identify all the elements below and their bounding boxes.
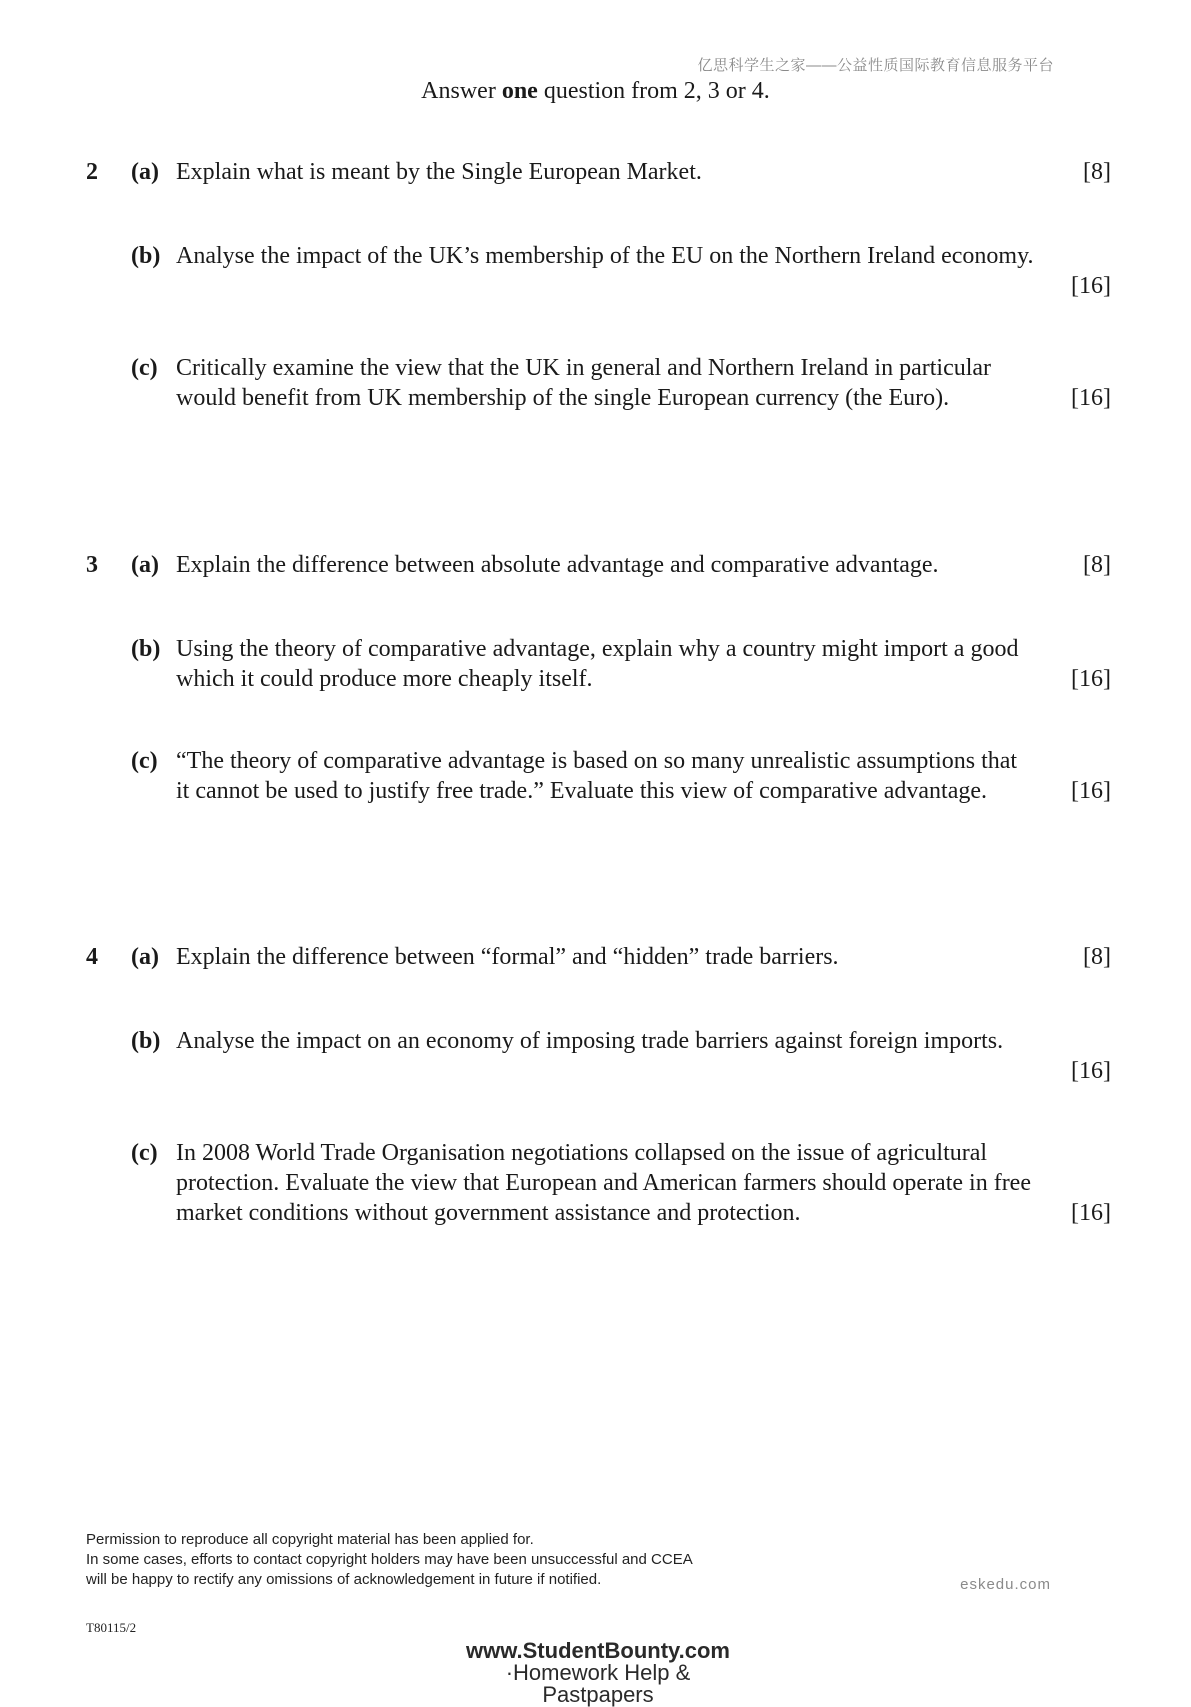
paper-code: T80115/2 — [86, 1620, 137, 1635]
part-label: (b) — [131, 1028, 161, 1054]
part-text: which it could produce more cheaply itself. — [176, 666, 593, 692]
logo-tagline: ·Homework Help & Pastpapers — [505, 1660, 691, 1707]
part-label: (c) — [131, 1140, 158, 1166]
part-label: (b) — [131, 243, 161, 269]
part-text: Explain what is meant by the Single European Market. — [176, 159, 702, 185]
part-text: Explain the difference between “formal” and “hidden” trade barriers. — [176, 944, 839, 970]
part-label: (b) — [131, 636, 161, 662]
marks: [16] — [1071, 666, 1111, 692]
part-text: Analyse the impact on an economy of imposing trade barriers against foreign imports. — [176, 1028, 1004, 1054]
question-number: 3 — [86, 552, 98, 578]
page-watermark: 亿思科学生之家——公益性质国际教育信息服务平台 — [697, 57, 1054, 74]
question-4 — [86, 942, 1111, 1272]
part-label: (a) — [131, 159, 159, 185]
marks: [16] — [1071, 778, 1111, 804]
marks: [16] — [1071, 273, 1111, 299]
part-label: (c) — [131, 355, 158, 381]
part-text: Using the theory of comparative advantage, explain why a country might import a good — [176, 636, 1019, 662]
marks: [8] — [1083, 159, 1111, 185]
instruction-suffix: question from 2, 3 or 4. — [537, 78, 770, 104]
question-2 — [86, 157, 1111, 457]
question-3 — [86, 550, 1111, 850]
part-text: protection. Evaluate the view that European and American farmers should operate in free — [176, 1170, 1031, 1196]
logo-site: www.StudentBounty.com — [466, 1638, 730, 1663]
part-label: (a) — [131, 552, 159, 578]
part-label: (c) — [131, 748, 158, 774]
instruction-prefix: Answer — [421, 78, 502, 104]
marks: [16] — [1071, 385, 1111, 411]
instruction — [0, 78, 1191, 105]
part-text: Analyse the impact of the UK’s membership of the EU on the Northern Ireland economy. — [176, 243, 1034, 269]
part-text: would benefit from UK membership of the single European currency (the Euro). — [176, 385, 950, 411]
marks: [8] — [1083, 552, 1111, 578]
site-stamp: eskedu.com — [960, 1576, 1051, 1593]
copyright-line: will be happy to rectify any omissions of acknowledgement in future if notified. — [86, 1571, 602, 1588]
part-text: Critically examine the view that the UK in general and Northern Ireland in particular — [176, 355, 992, 381]
part-text: market conditions without government assistance and protection. — [176, 1200, 801, 1226]
marks: [16] — [1071, 1058, 1111, 1084]
copyright-line: Permission to reproduce all copyright material has been applied for. — [86, 1531, 534, 1548]
copyright-notice — [86, 1530, 693, 1590]
marks: [16] — [1071, 1200, 1111, 1226]
marks: [8] — [1083, 944, 1111, 970]
part-text: Explain the difference between absolute advantage and comparative advantage. — [176, 552, 939, 578]
question-number: 4 — [86, 944, 98, 970]
question-number: 2 — [86, 159, 98, 185]
part-text: it cannot be used to justify free trade.” Evaluate this view of comparative advantage. — [176, 778, 988, 804]
studentbounty-logo — [448, 1640, 748, 1706]
part-label: (a) — [131, 944, 159, 970]
copyright-line: In some cases, efforts to contact copyright holders may have been unsuccessful and CCEA — [86, 1551, 693, 1568]
part-text: “The theory of comparative advantage is based on so many unrealistic assumptions that — [176, 748, 1018, 774]
instruction-bold: one — [501, 78, 538, 104]
part-text: In 2008 World Trade Organisation negotiations collapsed on the issue of agricultural — [176, 1140, 988, 1166]
